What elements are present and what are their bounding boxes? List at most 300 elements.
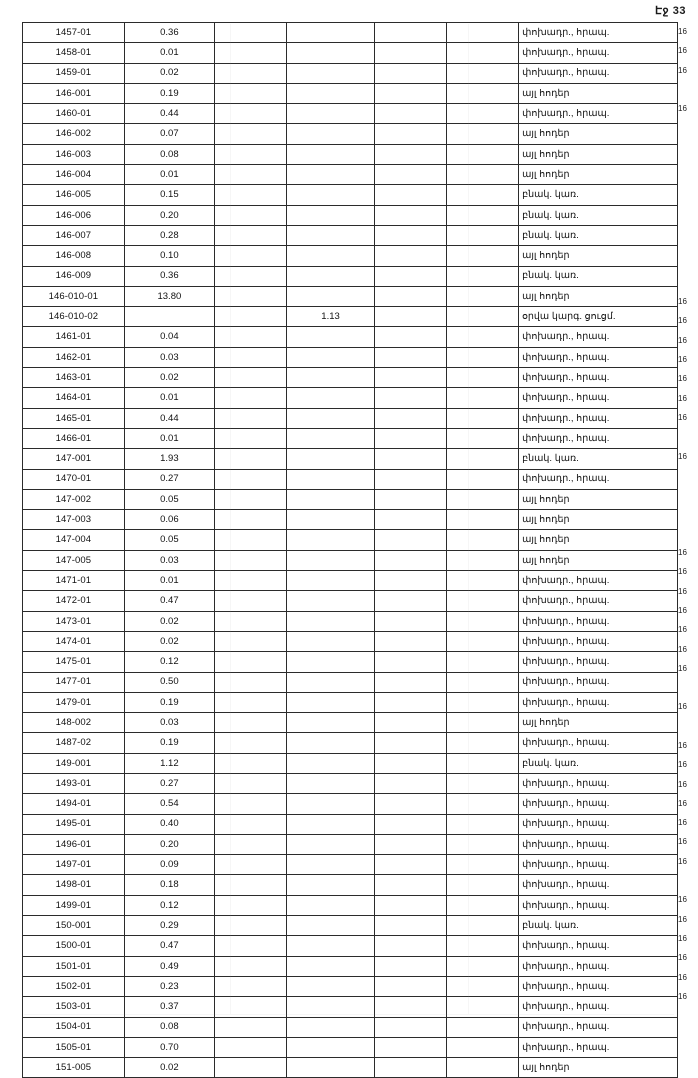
cell-blank [215, 266, 287, 286]
cell-amount-secondary [287, 631, 375, 651]
cell-amount: 0.18 [124, 875, 214, 895]
cell-blank [375, 205, 447, 225]
cell-code: 1502-01 [23, 976, 125, 996]
cell-amount: 0.01 [124, 428, 214, 448]
cell-amount: 0.54 [124, 794, 214, 814]
cell-blank [447, 205, 519, 225]
table-row [23, 713, 678, 733]
cell-blank [215, 23, 287, 43]
cell-blank [447, 692, 519, 712]
table-row [23, 23, 678, 43]
cell-blank [447, 43, 519, 63]
cell-blank [215, 713, 287, 733]
table-row [23, 611, 678, 631]
cell-note: փոխադր., հրապ. [519, 327, 678, 347]
cell-note: փոխադր., հրապ. [519, 611, 678, 631]
margin-mark: 16 [678, 374, 687, 384]
cell-amount: 0.01 [124, 165, 214, 185]
cell-code: 1464-01 [23, 388, 125, 408]
cell-blank [215, 956, 287, 976]
cell-blank [375, 936, 447, 956]
cell-blank [447, 165, 519, 185]
cell-amount: 0.20 [124, 834, 214, 854]
cell-amount: 0.02 [124, 611, 214, 631]
cell-amount-secondary [287, 550, 375, 570]
table-row [23, 368, 678, 388]
margin-mark [678, 118, 698, 137]
cell-blank [447, 753, 519, 773]
cell-note: փոխադր., հրապ. [519, 976, 678, 996]
cell-code: 146-010-02 [23, 307, 125, 327]
cell-note: այլ հոդեր [519, 286, 678, 306]
cell-note: բնակ. կառ. [519, 185, 678, 205]
cell-code: 1501-01 [23, 956, 125, 976]
table-row [23, 124, 678, 144]
cell-blank [215, 794, 287, 814]
cell-code: 1494-01 [23, 794, 125, 814]
table-row [23, 307, 678, 327]
table-row [23, 408, 678, 428]
cell-blank [215, 875, 287, 895]
cell-blank [447, 814, 519, 834]
cell-amount: 0.06 [124, 510, 214, 530]
cell-blank [215, 286, 287, 306]
cell-code: 146-005 [23, 185, 125, 205]
cell-note: փոխադր., հրապ. [519, 997, 678, 1017]
cell-blank [447, 510, 519, 530]
cell-blank [215, 571, 287, 591]
cell-blank [215, 246, 287, 266]
cell-blank [447, 225, 519, 245]
cell-amount-secondary [287, 408, 375, 428]
cell-blank [375, 997, 447, 1017]
cell-code: 146-009 [23, 266, 125, 286]
table-row [23, 956, 678, 976]
cell-blank [215, 1058, 287, 1078]
cell-amount: 0.28 [124, 225, 214, 245]
cell-blank [447, 794, 519, 814]
cell-note: փոխադր., հրապ. [519, 347, 678, 367]
cell-amount-secondary [287, 794, 375, 814]
cell-blank [215, 834, 287, 854]
cell-blank [375, 368, 447, 388]
cell-amount-secondary [287, 1017, 375, 1037]
margin-mark: 16 [678, 914, 687, 924]
cell-code: 147-002 [23, 489, 125, 509]
cell-amount: 0.47 [124, 936, 214, 956]
cell-amount-secondary [287, 347, 375, 367]
cell-amount: 0.23 [124, 976, 214, 996]
margin-mark: 16 [678, 644, 687, 654]
cell-blank [215, 672, 287, 692]
cell-blank [447, 347, 519, 367]
table-row [23, 266, 678, 286]
cell-blank [375, 652, 447, 672]
cell-amount-secondary [287, 773, 375, 793]
cell-blank [375, 408, 447, 428]
margin-mark: 16 [678, 393, 687, 403]
cell-code: 147-004 [23, 530, 125, 550]
cell-amount: 0.37 [124, 997, 214, 1017]
margin-mark: 16 [678, 798, 687, 808]
cell-code: 1475-01 [23, 652, 125, 672]
table-row [23, 489, 678, 509]
cell-amount-secondary [287, 936, 375, 956]
cell-amount: 0.02 [124, 1058, 214, 1078]
cell-amount-secondary [287, 428, 375, 448]
cell-amount-secondary [287, 956, 375, 976]
table-row [23, 63, 678, 83]
table-row [23, 834, 678, 854]
cell-blank [447, 327, 519, 347]
cell-code: 146-006 [23, 205, 125, 225]
margin-mark [678, 196, 698, 215]
cell-blank [375, 631, 447, 651]
cell-blank [375, 1017, 447, 1037]
cell-code: 1499-01 [23, 895, 125, 915]
page-number-label: Էջ 33 [655, 5, 686, 17]
cell-amount-secondary [287, 530, 375, 550]
cell-code: 1458-01 [23, 43, 125, 63]
cell-amount: 0.36 [124, 266, 214, 286]
cell-blank [375, 814, 447, 834]
cell-blank [375, 1037, 447, 1057]
cell-note: այլ հոդեր [519, 1058, 678, 1078]
cell-blank [447, 976, 519, 996]
cell-blank [447, 631, 519, 651]
cell-amount-secondary [287, 753, 375, 773]
cell-blank [215, 692, 287, 712]
cell-blank [375, 246, 447, 266]
cell-amount-secondary [287, 510, 375, 530]
cell-blank [215, 63, 287, 83]
cell-blank [447, 104, 519, 124]
table-row [23, 104, 678, 124]
cell-blank [375, 571, 447, 591]
table-row [23, 916, 678, 936]
table-row [23, 794, 678, 814]
cell-blank [447, 307, 519, 327]
cell-blank [215, 997, 287, 1017]
cell-blank [375, 307, 447, 327]
cell-code: 1487-02 [23, 733, 125, 753]
cell-blank [447, 611, 519, 631]
cell-blank [447, 875, 519, 895]
cell-amount: 0.47 [124, 591, 214, 611]
cell-blank [447, 916, 519, 936]
cell-amount: 0.15 [124, 185, 214, 205]
cell-blank [447, 428, 519, 448]
cell-blank [375, 388, 447, 408]
margin-marks-column [678, 22, 698, 1025]
margin-mark: 16 [678, 316, 687, 326]
cell-blank [215, 83, 287, 103]
cell-amount: 0.01 [124, 388, 214, 408]
cell-blank [447, 408, 519, 428]
margin-mark: 16 [678, 605, 687, 615]
margin-mark: 16 [678, 65, 687, 75]
cell-blank [215, 388, 287, 408]
cell-blank [375, 104, 447, 124]
cell-blank [375, 773, 447, 793]
cell-note: այլ հոդեր [519, 124, 678, 144]
margin-mark: 16 [678, 972, 687, 982]
cell-blank [375, 63, 447, 83]
cell-blank [375, 875, 447, 895]
cell-blank [447, 1058, 519, 1078]
cell-blank [215, 327, 287, 347]
cell-amount: 0.19 [124, 733, 214, 753]
cell-amount: 0.20 [124, 205, 214, 225]
cell-amount-secondary [287, 165, 375, 185]
cell-amount-secondary [287, 124, 375, 144]
cell-blank [215, 895, 287, 915]
ledger-table-container [22, 22, 678, 1078]
cell-note: փոխադր., հրապ. [519, 794, 678, 814]
cell-note: փոխադր., հրապ. [519, 571, 678, 591]
cell-blank [375, 794, 447, 814]
cell-amount-secondary [287, 976, 375, 996]
cell-note: փոխադր., հրապ. [519, 652, 678, 672]
cell-blank [375, 753, 447, 773]
cell-note: բնակ. կառ. [519, 205, 678, 225]
cell-amount-secondary [287, 368, 375, 388]
table-row [23, 347, 678, 367]
margin-mark: 16 [678, 355, 687, 365]
cell-blank [375, 510, 447, 530]
cell-blank [215, 631, 287, 651]
cell-code: 146-010-01 [23, 286, 125, 306]
cell-amount-secondary [287, 916, 375, 936]
cell-code: 1495-01 [23, 814, 125, 834]
cell-blank [375, 124, 447, 144]
cell-code: 149-001 [23, 753, 125, 773]
cell-note: այլ հոդեր [519, 489, 678, 509]
cell-amount-secondary [287, 388, 375, 408]
cell-blank [215, 165, 287, 185]
cell-blank [375, 449, 447, 469]
cell-amount-secondary [287, 713, 375, 733]
table-row [23, 631, 678, 651]
cell-blank [215, 185, 287, 205]
cell-amount: 0.05 [124, 530, 214, 550]
cell-blank [447, 469, 519, 489]
cell-blank [215, 144, 287, 164]
cell-note: փոխադր., հրապ. [519, 733, 678, 753]
margin-mark [678, 678, 698, 697]
margin-mark: 16 [678, 991, 687, 1001]
cell-blank [215, 936, 287, 956]
margin-mark: 16 [678, 760, 687, 770]
cell-code: 1471-01 [23, 571, 125, 591]
cell-blank [447, 773, 519, 793]
cell-note: այլ հոդեր [519, 713, 678, 733]
cell-amount: 1.93 [124, 449, 214, 469]
cell-blank [215, 976, 287, 996]
cell-blank [215, 225, 287, 245]
cell-amount-secondary [287, 834, 375, 854]
cell-amount-secondary [287, 895, 375, 915]
cell-blank [215, 591, 287, 611]
cell-amount-secondary [287, 246, 375, 266]
table-row [23, 672, 678, 692]
cell-amount: 0.02 [124, 63, 214, 83]
cell-note: այլ հոդեր [519, 144, 678, 164]
cell-blank [447, 672, 519, 692]
table-row [23, 814, 678, 834]
cell-amount [124, 307, 214, 327]
margin-mark: 16 [678, 27, 687, 36]
cell-blank [447, 286, 519, 306]
cell-amount-secondary [287, 571, 375, 591]
cell-note: փոխադր., հրապ. [519, 956, 678, 976]
cell-amount: 0.04 [124, 327, 214, 347]
cell-code: 1466-01 [23, 428, 125, 448]
cell-amount-secondary: 1.13 [287, 307, 375, 327]
margin-mark: 16 [678, 297, 687, 307]
cell-note: փոխադր., հրապ. [519, 631, 678, 651]
cell-code: 1473-01 [23, 611, 125, 631]
cell-note: փոխադր., հրապ. [519, 814, 678, 834]
cell-amount: 0.19 [124, 83, 214, 103]
cell-code: 1493-01 [23, 773, 125, 793]
cell-note: բնակ. կառ. [519, 266, 678, 286]
cell-code: 147-001 [23, 449, 125, 469]
cell-amount: 0.50 [124, 672, 214, 692]
cell-code: 146-003 [23, 144, 125, 164]
cell-note: փոխադր., հրապ. [519, 23, 678, 43]
cell-note: այլ հոդեր [519, 550, 678, 570]
cell-note: փոխադր., հրապ. [519, 692, 678, 712]
cell-blank [215, 916, 287, 936]
cell-blank [447, 571, 519, 591]
margin-mark: 16 [678, 451, 687, 461]
cell-blank [375, 611, 447, 631]
cell-amount-secondary [287, 144, 375, 164]
cell-blank [215, 855, 287, 875]
margin-mark [678, 157, 698, 176]
cell-blank [375, 834, 447, 854]
cell-blank [447, 368, 519, 388]
cell-blank [447, 1037, 519, 1057]
margin-mark: 16 [678, 46, 687, 56]
cell-blank [447, 1017, 519, 1037]
ledger-table [22, 22, 678, 1078]
cell-code: 146-002 [23, 124, 125, 144]
cell-code: 146-007 [23, 225, 125, 245]
cell-amount-secondary [287, 205, 375, 225]
cell-blank [215, 753, 287, 773]
cell-code: 1465-01 [23, 408, 125, 428]
cell-blank [215, 550, 287, 570]
margin-mark: 16 [678, 933, 687, 943]
cell-code: 1504-01 [23, 1017, 125, 1037]
cell-blank [375, 23, 447, 43]
cell-blank [375, 956, 447, 976]
cell-blank [215, 1037, 287, 1057]
cell-blank [447, 388, 519, 408]
cell-blank [375, 489, 447, 509]
cell-blank [447, 23, 519, 43]
cell-note: այլ հոդեր [519, 165, 678, 185]
cell-note: փոխադր., հրապ. [519, 368, 678, 388]
table-row [23, 510, 678, 530]
cell-amount: 0.09 [124, 855, 214, 875]
cell-amount-secondary [287, 225, 375, 245]
cell-blank [215, 449, 287, 469]
cell-amount: 0.02 [124, 368, 214, 388]
cell-blank [447, 733, 519, 753]
margin-mark [678, 234, 698, 253]
cell-note: փոխադր., հրապ. [519, 63, 678, 83]
cell-amount-secondary [287, 286, 375, 306]
cell-code: 1461-01 [23, 327, 125, 347]
cell-blank [447, 449, 519, 469]
margin-mark: 16 [678, 953, 687, 963]
cell-blank [375, 591, 447, 611]
cell-blank [375, 530, 447, 550]
table-row [23, 1017, 678, 1037]
cell-blank [375, 855, 447, 875]
cell-amount: 0.08 [124, 144, 214, 164]
cell-blank [447, 855, 519, 875]
margin-mark: 16 [678, 625, 687, 635]
margin-mark [678, 524, 698, 543]
cell-blank [447, 246, 519, 266]
cell-code: 1497-01 [23, 855, 125, 875]
cell-blank [215, 530, 287, 550]
table-row [23, 246, 678, 266]
cell-blank [447, 936, 519, 956]
margin-mark [678, 273, 698, 292]
cell-amount-secondary [287, 327, 375, 347]
cell-note: այլ հոդեր [519, 530, 678, 550]
cell-code: 1460-01 [23, 104, 125, 124]
cell-blank [447, 144, 519, 164]
cell-blank [375, 713, 447, 733]
cell-blank [215, 773, 287, 793]
cell-code: 147-003 [23, 510, 125, 530]
cell-note: փոխադր., հրապ. [519, 773, 678, 793]
cell-amount: 0.27 [124, 469, 214, 489]
cell-blank [375, 43, 447, 63]
table-row [23, 753, 678, 773]
cell-blank [375, 692, 447, 712]
cell-amount-secondary [287, 1058, 375, 1078]
margin-mark: 16 [678, 702, 687, 712]
cell-note: փոխադր., հրապ. [519, 855, 678, 875]
cell-blank [375, 327, 447, 347]
cell-blank [375, 165, 447, 185]
cell-amount: 0.27 [124, 773, 214, 793]
margin-mark [678, 466, 698, 485]
margin-mark: 16 [678, 837, 687, 847]
table-row [23, 571, 678, 591]
cell-note: այլ հոդեր [519, 246, 678, 266]
cell-amount: 0.05 [124, 489, 214, 509]
cell-amount-secondary [287, 43, 375, 63]
margin-mark [678, 80, 698, 99]
cell-code: 1500-01 [23, 936, 125, 956]
margin-mark: 16 [678, 567, 687, 577]
cell-blank [447, 591, 519, 611]
margin-mark [678, 427, 698, 446]
cell-note: փոխադր., հրապ. [519, 104, 678, 124]
cell-blank [375, 469, 447, 489]
cell-blank [447, 834, 519, 854]
cell-note: բնակ. կառ. [519, 753, 678, 773]
cell-blank [447, 266, 519, 286]
